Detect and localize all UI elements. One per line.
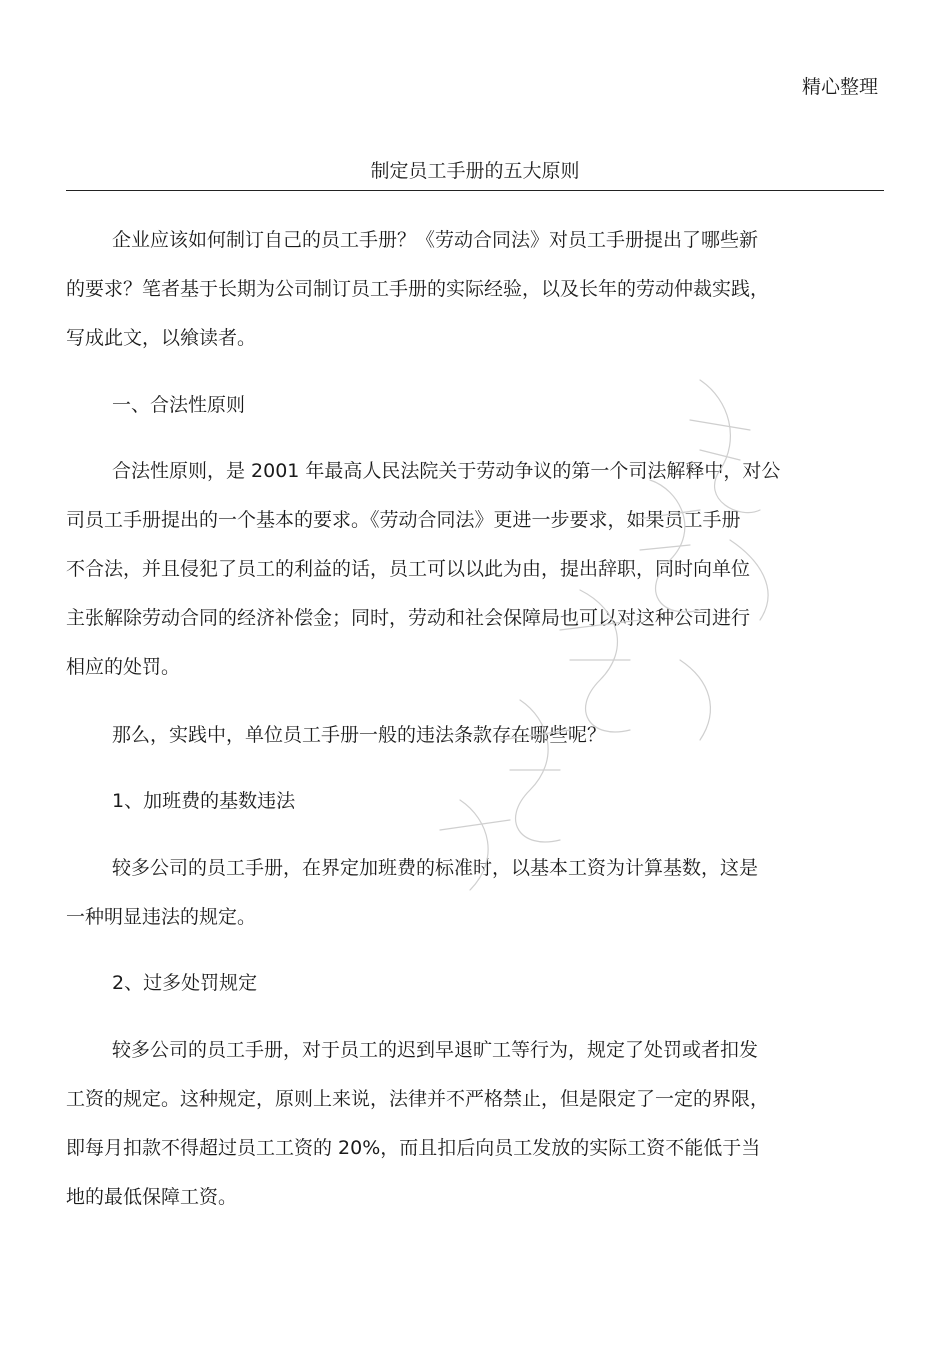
paragraph-line: 企业应该如何制订自己的员工手册？《劳动合同法》对员工手册提出了哪些新 xyxy=(112,229,759,251)
paragraph-line: 较多公司的员工手册，对于员工的迟到早退旷工等行为，规定了处罚或者扣发 xyxy=(112,1039,759,1061)
paragraph-line: 合法性原则，是 2001 年最高人民法院关于劳动争议的第一个司法解释中，对公 xyxy=(112,460,781,482)
paragraph-line: 一种明显违法的规定。 xyxy=(66,906,257,928)
paragraph-overtime xyxy=(66,844,856,942)
document-title: 制定员工手册的五大原则 xyxy=(370,160,580,182)
subheading-overtime xyxy=(66,777,856,826)
paragraph-line: 那么，实践中，单位员工手册一般的违法条款存在哪些呢？ xyxy=(112,724,607,746)
paragraph-question xyxy=(66,711,856,760)
paragraph-line: 相应的处罚。 xyxy=(66,656,181,678)
heading-line: 2、过多处罚规定 xyxy=(112,972,258,994)
paragraph-line: 即每月扣款不得超过员工工资的 20%，而且扣后向员工发放的实际工资不能低于当 xyxy=(66,1137,761,1159)
paragraph-line: 工资的规定。这种规定，原则上来说，法律并不严格禁止，但是限定了一定的界限， xyxy=(66,1088,770,1110)
paragraph-line: 不合法，并且侵犯了员工的利益的话，员工可以以此为由，提出辞职，同时向单位 xyxy=(66,558,751,580)
paragraph-line: 主张解除劳动合同的经济补偿金；同时，劳动和社会保障局也可以对这种公司进行 xyxy=(66,607,751,629)
paragraph-intro xyxy=(66,216,856,363)
title-underline-rule xyxy=(66,190,884,191)
paragraph-legality xyxy=(66,447,856,692)
subheading-penalties xyxy=(66,959,856,1008)
paragraph-line: 地的最低保障工资。 xyxy=(66,1186,238,1208)
paragraph-line: 较多公司的员工手册，在界定加班费的标准时，以基本工资为计算基数，这是 xyxy=(112,857,759,879)
heading-line: 1、加班费的基数违法 xyxy=(112,790,296,812)
section-heading-legality xyxy=(66,381,856,430)
paragraph-line: 司员工手册提出的一个基本的要求。《劳动合同法》更进一步要求，如果员工手册 xyxy=(66,509,741,531)
paragraph-line: 的要求？笔者基于长期为公司制订员工手册的实际经验，以及长年的劳动仲裁实践， xyxy=(66,278,770,300)
paragraph-line: 写成此文，以飨读者。 xyxy=(66,327,257,349)
paragraph-penalties xyxy=(66,1026,856,1222)
header-right-label: 精心整理 xyxy=(801,76,878,98)
heading-line: 一、合法性原则 xyxy=(112,394,246,416)
